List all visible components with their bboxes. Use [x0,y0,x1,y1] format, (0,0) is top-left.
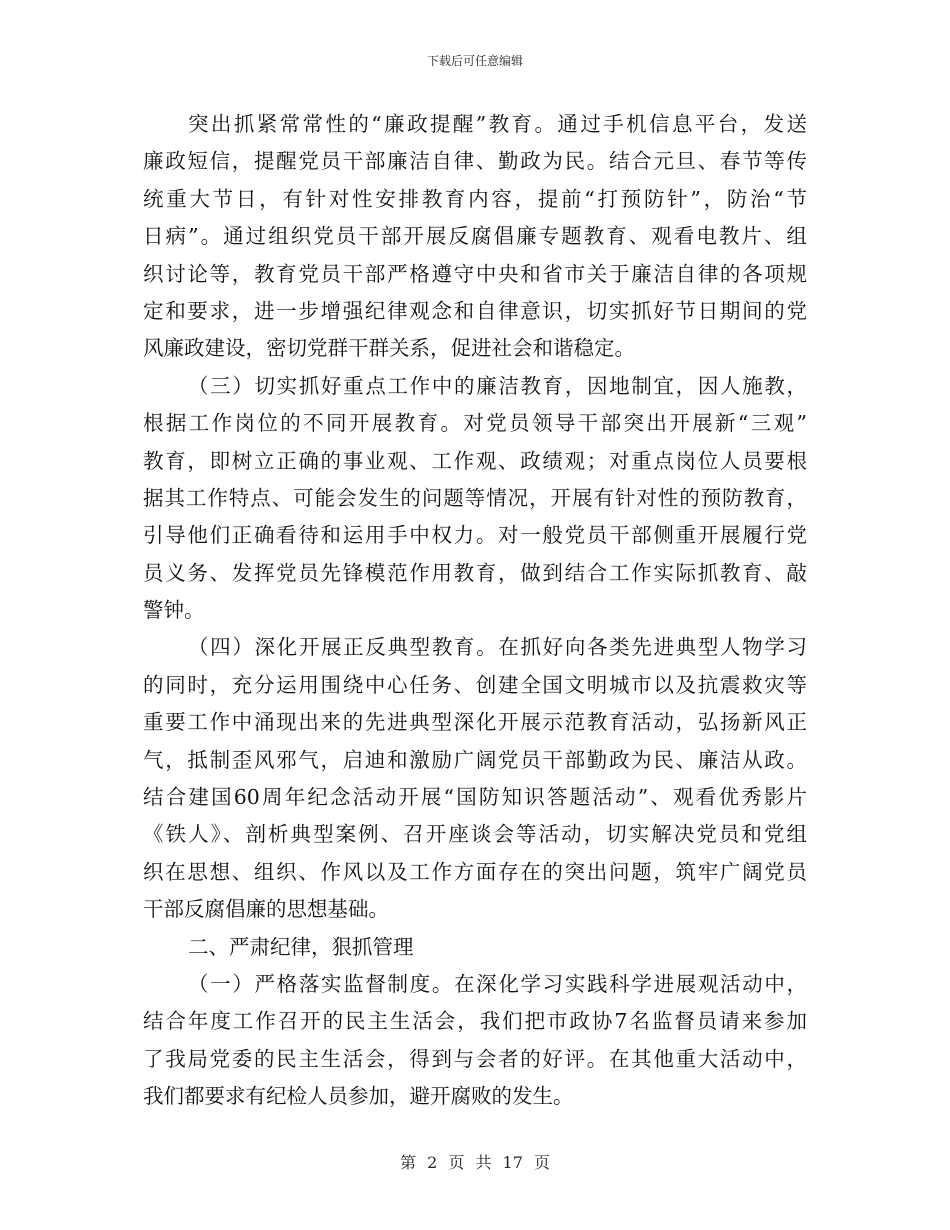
text-line: 织讨论等，教育党员干部严格遵守中央和省市关于廉洁自律的各项规 [143,261,807,286]
paragraph [143,368,807,630]
document-body [143,106,807,1116]
text-line: 干部反腐倡廉的思想基础。 [143,897,389,922]
page-footer: 第 2 页 共 17 页 [400,1153,550,1172]
text-line: 我们都要求有纪检人员参加，避开腐败的发生。 [143,1084,574,1109]
paragraph [143,629,807,928]
text-line: 定和要求，进一步增强纪律观念和自律意识，切实抓好节日期间的党 [143,298,807,323]
text-line: （三）切实抓好重点工作中的廉洁教育，因地制宜，因人施教， [188,373,807,398]
text-line: 教育，即树立正确的事业观、工作观、政绩观；对重点岗位人员要根 [143,448,807,473]
section-heading [143,929,807,966]
page-header: 下载后可任意编辑 [426,54,523,68]
text-line: 风廉政建设，密切党群干群关系，促进社会和谐稳定。 [143,336,635,361]
text-line: 统重大节日，有针对性安排教育内容，提前“打预防针”，防治“节 [143,186,807,211]
text-line: 结合建国60周年纪念活动开展“国防知识答题活动”、观看优秀影片 [143,785,807,810]
text-line: （四）深化开展正反典型教育。在抓好向各类先进典型人物学习 [188,635,807,660]
text-line: 了我局党委的民主生活会，得到与会者的好评。在其他重大活动中， [143,1046,807,1071]
text-line: 《铁人》、剖析典型案例、召开座谈会等活动，切实解决党员和党组 [143,822,807,847]
text-line: 员义务、发挥党员先锋模范作用教育，做到结合工作实际抓教育、敲 [143,560,807,585]
text-line: 重要工作中涌现出来的先进典型深化开展示范教育活动，弘扬新风正 [143,710,807,735]
text-line: 据其工作特点、可能会发生的问题等情况，开展有针对性的预防教育， [143,485,807,510]
text-line: 警钟。 [143,598,205,623]
text-line: 气，抵制歪风邪气，启迪和激励广阔党员干部勤政为民、廉洁从政。 [143,747,807,772]
text-line: 结合年度工作召开的民主生活会，我们把市政协7名监督员请来参加 [143,1009,807,1034]
text-line: （一）严格落实监督制度。在深化学习实践科学进展观活动中， [188,971,807,996]
text-line: 廉政短信，提醒党员干部廉洁自律、勤政为民。结合元旦、春节等传 [143,149,807,174]
text-line: 引导他们正确看待和运用手中权力。对一般党员干部侧重开展履行党 [143,523,807,548]
text-line: 织在思想、组织、作风以及工作方面存在的突出问题，筑牢广阔党员 [143,859,807,884]
paragraph [143,106,807,368]
text-line: 日病”。通过组织党员干部开展反腐倡廉专题教育、观看电教片、组 [143,224,807,249]
paragraph [143,966,807,1116]
text-line: 根据工作岗位的不同开展教育。对党员领导干部突出开展新“三观” [143,411,807,436]
text-line: 二、严肃纪律，狠抓管理 [188,934,414,959]
text-line: 的同时，充分运用围绕中心任务、创建全国文明城市以及抗震救灾等 [143,672,807,697]
text-line: 突出抓紧常常性的“廉政提醒”教育。通过手机信息平台，发送 [188,112,807,136]
